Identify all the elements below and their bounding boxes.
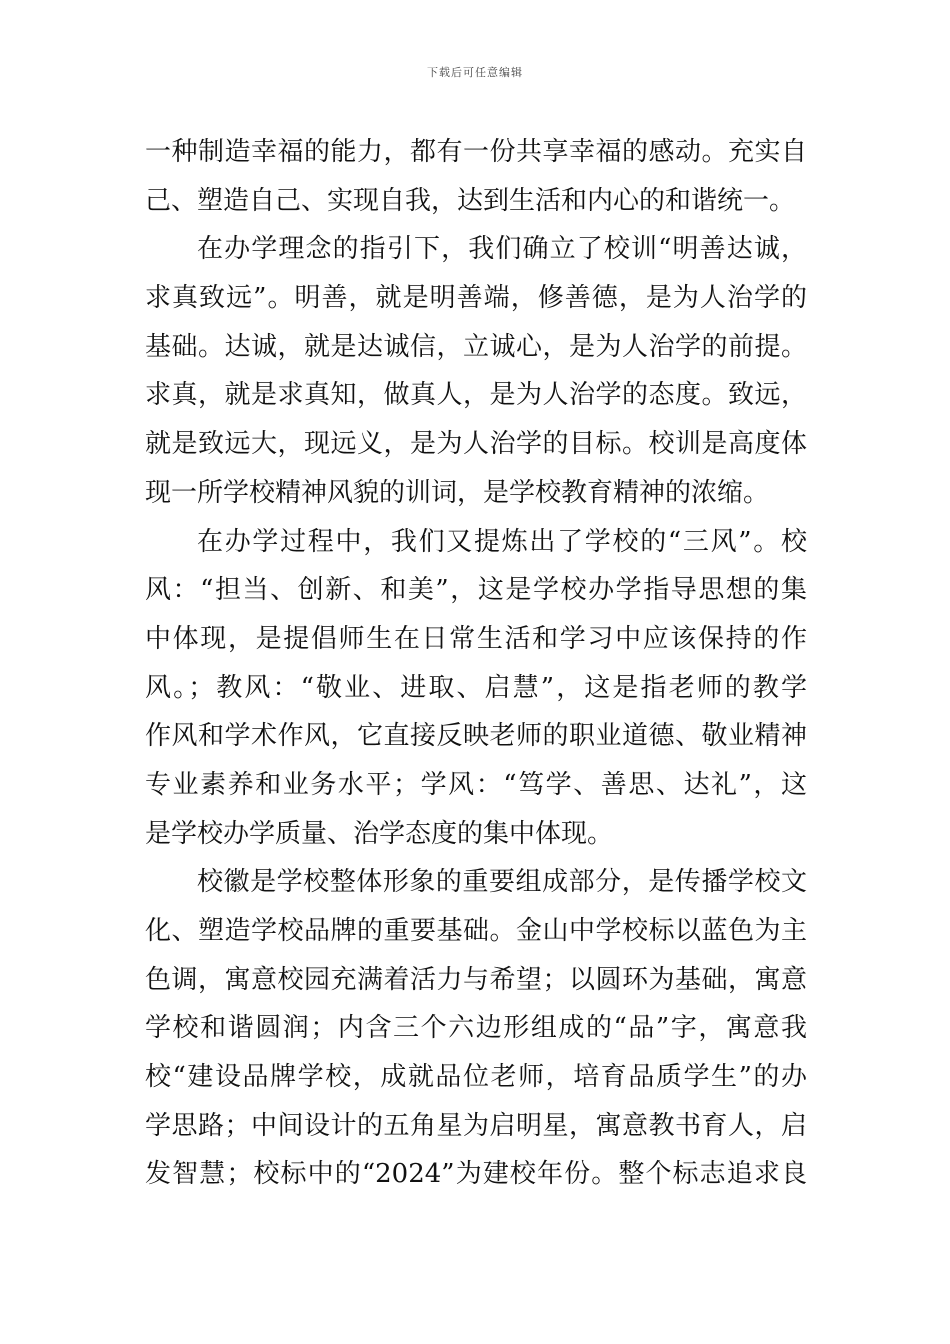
document-body xyxy=(145,128,807,1199)
text-line: 求真致远”。明善，就是明善端，修善德，是为人治学的 xyxy=(145,283,807,314)
text-line: 校徽是学校整体形象的重要组成部分，是传播学校文 xyxy=(197,867,807,898)
text-line: 校“建设品牌学校，成就品位老师，培育品质学生”的办 xyxy=(145,1062,807,1093)
text-line: 己、塑造自己、实现自我，达到生活和内心的和谐统一。 xyxy=(145,185,796,216)
text-line: 风：“担当、创新、和美”，这是学校办学指导思想的集 xyxy=(145,575,807,606)
text-line: 中体现，是提倡师生在日常生活和学习中应该保持的作 xyxy=(145,623,807,654)
text-line: 作风和学术作风，它直接反映老师的职业道德、敬业精神 xyxy=(145,721,807,752)
text-line: 求真，就是求真知，做真人，是为人治学的态度。致远， xyxy=(145,380,807,411)
text-line: 学校和谐圆润；内含三个六边形组成的“品”字，寓意我 xyxy=(145,1013,807,1044)
text-line: 现一所学校精神风貌的训词，是学校教育精神的浓缩。 xyxy=(145,477,770,508)
text-line: 是学校办学质量、治学态度的集中体现。 xyxy=(145,818,614,849)
text-line: 发智慧；校标中的“2024”为建校年份。整个标志追求良 xyxy=(145,1159,807,1190)
text-line: 化、塑造学校品牌的重要基础。金山中学校标以蓝色为主 xyxy=(145,916,807,946)
text-line: 色调，寓意校园充满着活力与希望；以圆环为基础，寓意 xyxy=(145,964,807,995)
page-header-note: 下载后可任意编辑 xyxy=(427,66,523,79)
text-line: 学思路；中间设计的五角星为启明星，寓意教书育人，启 xyxy=(145,1110,807,1141)
text-line: 就是致远大，现远义，是为人治学的目标。校训是高度体 xyxy=(145,429,807,460)
text-line: 在办学过程中，我们又提炼出了学校的“三风”。校 xyxy=(197,526,807,557)
text-line: 基础。达诚，就是达诚信，立诚心，是为人治学的前提。 xyxy=(145,331,807,362)
text-line: 专业素养和业务水平；学风：“笃学、善思、达礼”，这 xyxy=(145,769,807,800)
text-line: 在办学理念的指引下，我们确立了校训“明善达诚， xyxy=(197,234,807,265)
text-line: 风。；教风：“敬业、进取、启慧”，这是指老师的教学 xyxy=(145,672,807,703)
text-line: 一种制造幸福的能力，都有一份共享幸福的感动。充实自 xyxy=(145,137,807,167)
